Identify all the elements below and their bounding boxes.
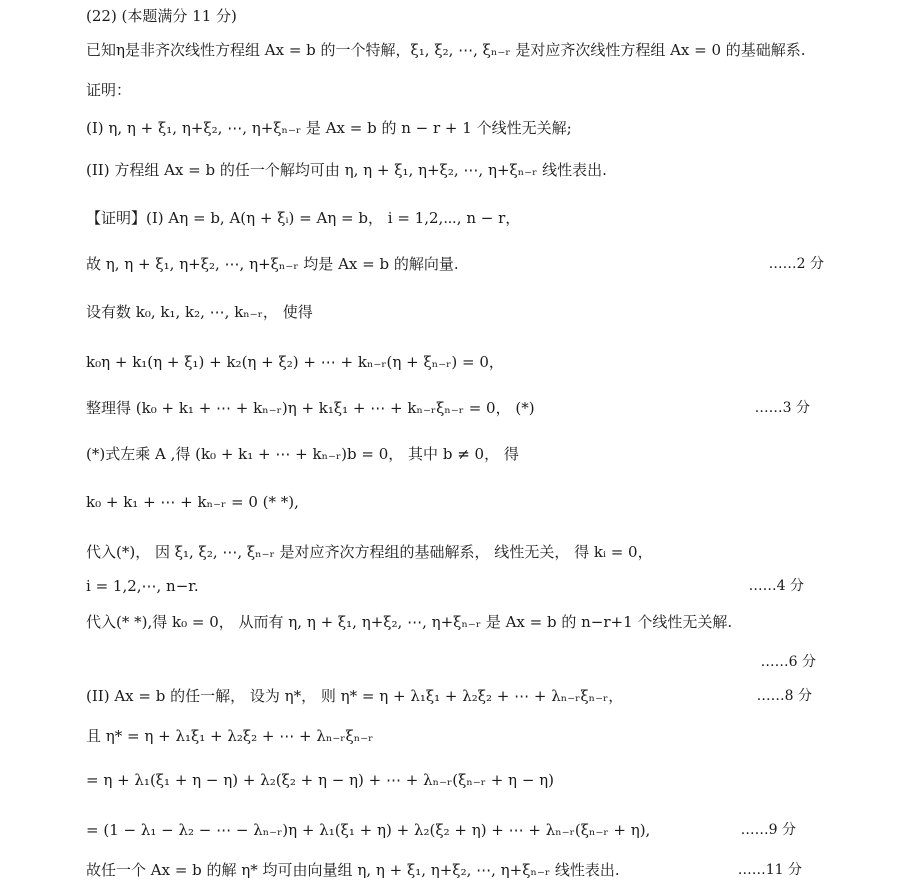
proof-line: 代入(*)， 因 ξ₁, ξ₂, ⋯, ξₙ₋ᵣ 是对应齐次方程组的基础解系， 线性无关， 得 kᵢ = 0， [86, 543, 653, 561]
score-mark: ……4 分 [748, 578, 804, 594]
proof-line: (*)式左乘 A ,得 (k₀ + k₁ + ⋯ + kₙ₋ᵣ)b = 0， 其中 b ≠ 0， 得 [86, 445, 519, 463]
proof-line: 且 η* = η + λ₁ξ₁ + λ₂ξ₂ + ⋯ + λₙ₋ᵣξₙ₋ᵣ [86, 727, 374, 745]
proof-line: k₀ + k₁ + ⋯ + kₙ₋ᵣ = 0 (* *), [86, 493, 299, 511]
part-two: (II) 方程组 Ax = b 的任一个解均可由 η, η + ξ₁, η+ξ₂, ⋯, η+ξₙ₋ᵣ 线性表出. [86, 161, 607, 179]
score-mark: ……6 分 [760, 654, 816, 670]
part-one: (I) η, η + ξ₁, η+ξ₂, ⋯, η+ξₙ₋ᵣ 是 Ax = b 的 n − r + 1 个线性无关解; [86, 119, 572, 137]
problem-statement: 已知η是非齐次线性方程组 Ax = b 的一个特解，ξ₁, ξ₂, ⋯, ξₙ₋ᵣ 是对应齐次线性方程组 Ax = 0 的基础解系. [86, 41, 806, 59]
proof-line: 整理得 (k₀ + k₁ + ⋯ + kₙ₋ᵣ)η + k₁ξ₁ + ⋯ + kₙ₋ᵣξₙ₋ᵣ = 0， (*) [86, 399, 535, 417]
proof-line: (II) Ax = b 的任一解， 设为 η*， 则 η* = η + λ₁ξ₁ + λ₂ξ₂ + ⋯ + λₙ₋ᵣξₙ₋ᵣ， [86, 687, 624, 705]
proof-line: k₀η + k₁(η + ξ₁) + k₂(η + ξ₂) + ⋯ + kₙ₋ᵣ(η + ξₙ₋ᵣ) = 0， [86, 353, 504, 371]
proof-line: 【证明】(I) Aη = b, A(η + ξᵢ) = Aη = b， i = 1,2,⋯, n − r， [86, 209, 521, 227]
prove-label: 证明： [86, 81, 132, 99]
score-mark: ……2 分 [768, 256, 824, 272]
score-mark: ……8 分 [756, 688, 812, 704]
proof-line: 故 η, η + ξ₁, η+ξ₂, ⋯, η+ξₙ₋ᵣ 均是 Ax = b 的解向量. [86, 255, 459, 273]
score-mark: ……9 分 [740, 822, 796, 838]
proof-line: 故任一个 Ax = b 的解 η* 均可由向量组 η, η + ξ₁, η+ξ₂, ⋯, η+ξₙ₋ᵣ 线性表出. [86, 861, 620, 879]
proof-line: = η + λ₁(ξ₁ + η − η) + λ₂(ξ₂ + η − η) + ⋯ + λₙ₋ᵣ(ξₙ₋ᵣ + η − η) [86, 771, 554, 789]
score-mark: ……11 分 [737, 862, 802, 878]
proof-line: = (1 − λ₁ − λ₂ − ⋯ − λₙ₋ᵣ)η + λ₁(ξ₁ + η) + λ₂(ξ₂ + η) + ⋯ + λₙ₋ᵣ(ξₙ₋ᵣ + η), [86, 821, 651, 839]
score-mark: ……3 分 [754, 400, 810, 416]
proof-line: 代入(* *),得 k₀ = 0， 从而有 η, η + ξ₁, η+ξ₂, ⋯, η+ξₙ₋ᵣ 是 Ax = b 的 n−r+1 个线性无关解. [86, 613, 733, 631]
proof-line: i = 1,2,⋯, n−r. [86, 577, 199, 595]
problem-header: (22) (本题满分 11 分) [86, 7, 237, 25]
proof-line: 设有数 k₀, k₁, k₂, ⋯, kₙ₋ᵣ， 使得 [86, 303, 313, 321]
